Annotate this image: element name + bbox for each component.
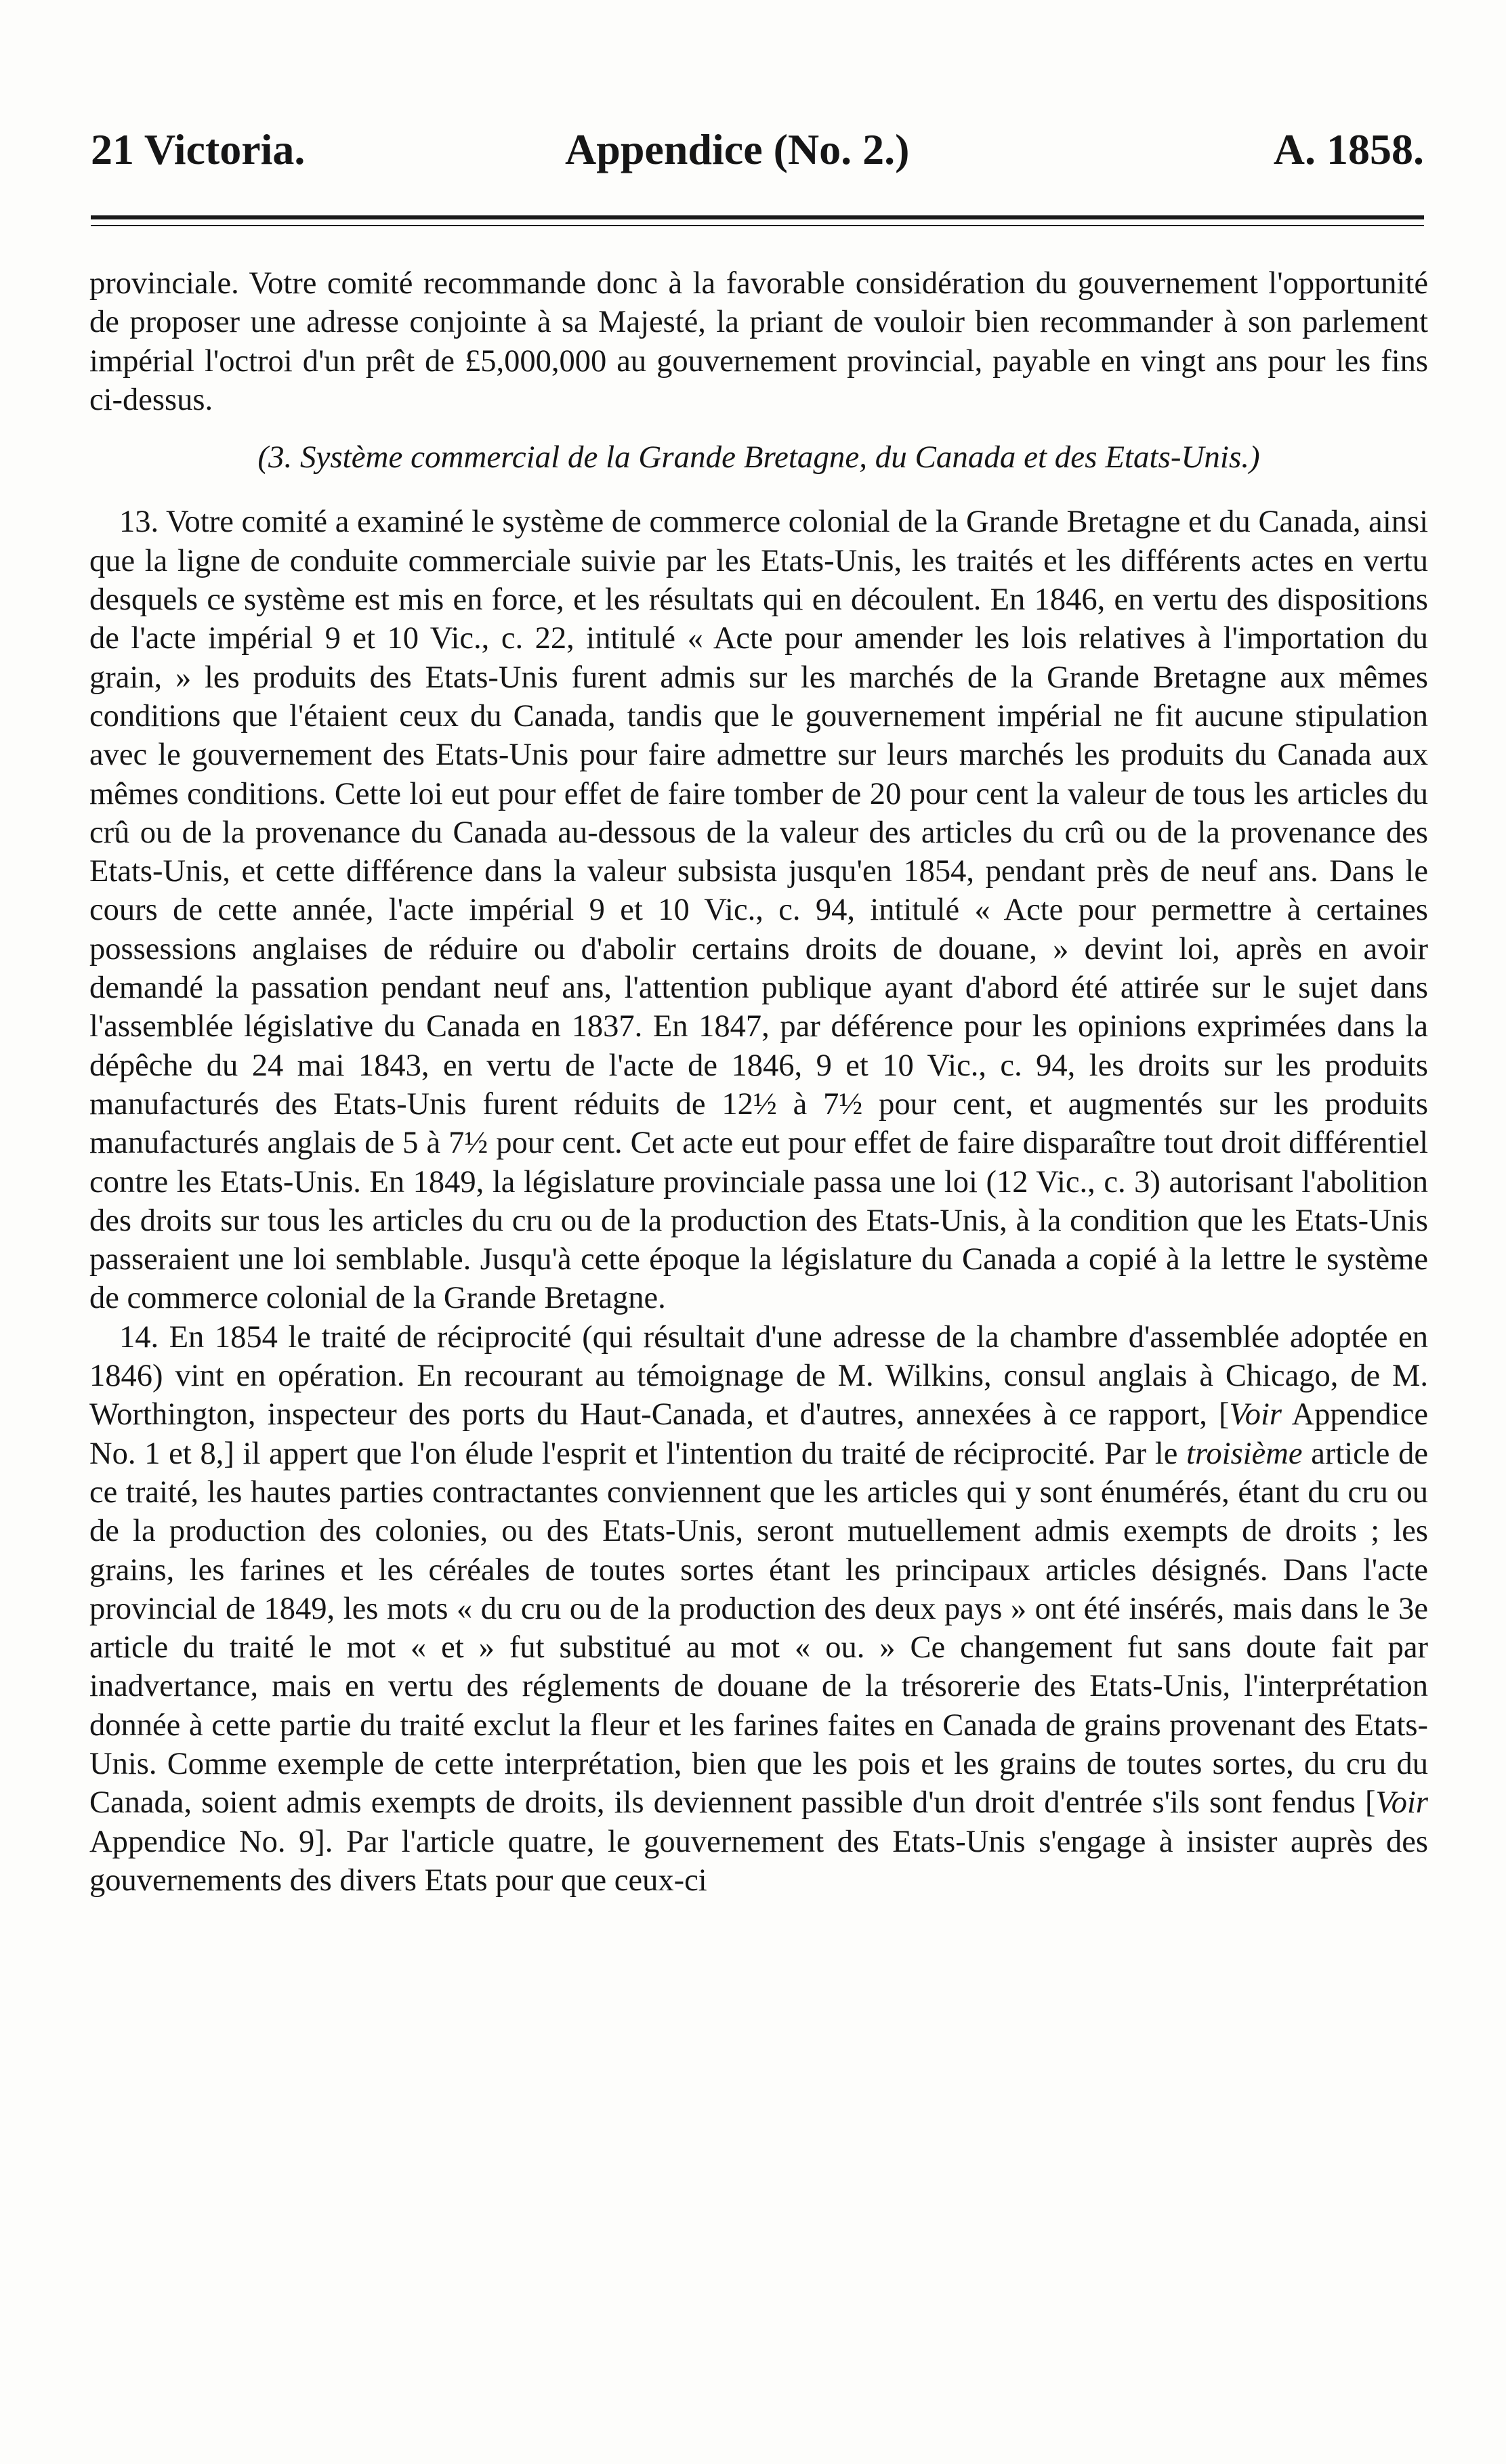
voir-reference-2: Voir xyxy=(1375,1785,1428,1821)
paragraph-14 xyxy=(89,1318,1428,1900)
header-session: 21 Victoria. xyxy=(91,125,306,173)
header-rule-thin xyxy=(91,225,1424,226)
paragraph-14-part-c: article de ce traité, les hautes parties contractantes conviennent que les articles qui y sont énumérés, étant du cru ou de la production des colonies, ou des Etats-Unis, seront mutuellement admis exempts de droits ; les grains, les farines et les céréales de toutes sortes étant les principaux articles désignés. Dans l'acte provincial de 1849, les mots « du cru ou de la production des deux pays » ont été insérés, mais dans le 3e article du traité le mot « et » fut substitué au mot « ou. » Ce changement fut sans doute fait par inadvertance, mais en vertu des réglements de douane de la trésorerie des Etats-Unis, l'interprétation donnée à cette partie du traité exclut la fleur et les farines faites en Canada de grains provenant des Etats-Unis. Comme exemple de cette interprétation, bien que les pois et les grains de toutes sortes, du cru du Canada, soient admis exempts de droits, ils deviennent passible d'un droit d'entrée s'ils sont fendus [ xyxy=(89,1436,1428,1821)
paragraph-14-part-d: Appendice No. 9]. Par l'article quatre, le gouvernement des Etats-Unis s'engage à insister auprès des gouvernements des divers Etats pour que ceux-ci xyxy=(89,1824,1428,1898)
section-heading-text: (3. Système commercial de la Grande Bretagne, du Canada et des Etats-Unis.) xyxy=(257,440,1260,475)
paragraph-continuation: provinciale. Votre comité recommande donc à la favorable considération du gouvernement l'opportunité de proposer une adresse conjointe à sa Majesté, la priant de vouloir bien recommander à son parlement impérial l'octroi d'un prêt de £5,000,000 au gouvernement provincial, payable en vingt ans pour les fins ci-dessus. xyxy=(89,266,1428,417)
paragraph-14-part-b: Appendice No. 1 et 8,] il appert que l'on élude l'esprit et l'intention du traité de réciprocité. Par le xyxy=(89,1397,1428,1471)
section-heading xyxy=(89,438,1428,477)
paragraph-13: 13. Votre comité a examiné le système de commerce colonial de la Grande Bretagne et du Canada, ainsi que la ligne de conduite commerciale suivie par les Etats-Unis, les traités et les différents actes en vertu desquels ce système est mis en force, et les résultats qui en découlent. En 1846, en vertu des dispositions de l'acte impérial 9 et 10 Vic., c. 22, intitulé « Acte pour amender les lois relatives à l'importation du grain, » les produits des Etats-Unis furent admis sur les marchés de la Grande Bretagne aux mêmes conditions que l'étaient ceux du Canada, tandis que le gouvernement impérial ne fit aucune stipulation avec le gouvernement des Etats-Unis pour faire admettre sur leurs marchés les produits du Canada aux mêmes conditions. Cette loi eut pour effet de faire tomber de 20 pour cent la valeur de tous les articles du crû ou de la provenance du Canada au-dessous de la valeur des articles du crû ou de la provenance des Etats-Unis, et cette différence dans la valeur subsista jusqu'en 1854, pendant près de neuf ans. Dans le cours de cette année, l'acte impérial 9 et 10 Vic., c. 94, intitulé « Acte pour permettre à certaines possessions anglaises de réduire ou d'abolir certains droits de douane, » devint loi, après en avoir demandé la passation pendant neuf ans, l'attention publique ayant d'abord été attirée sur le sujet dans l'assemblée législative du Canada en 1837. En 1847, par déférence pour les opinions exprimées dans la dépêche du 24 mai 1843, en vertu de l'acte de 1846, 9 et 10 Vic., c. 94, les droits sur les produits manufacturés des Etats-Unis furent réduits de 12½ à 7½ pour cent, et augmentés sur les produits manufacturés anglais de 5 à 7½ pour cent. Cet acte eut pour effet de faire disparaître tout droit différentiel contre les Etats-Unis. En 1849, la législature provinciale passa une loi (12 Vic., c. 3) autorisant l'abolition des droits sur tous les articles du cru ou de la production des Etats-Unis, à la condition que les Etats-Unis passeraient une loi semblable. Jusqu'à cette époque la législature du Canada a copié à la lettre le système de commerce colonial de la Grande Bretagne. xyxy=(89,505,1428,1316)
body-text xyxy=(89,264,1428,1900)
header-title: Appendice (No. 2.) xyxy=(565,125,910,173)
header-rule-thick xyxy=(91,215,1424,219)
voir-reference-1: Voir xyxy=(1229,1397,1282,1432)
troisieme-emphasis: troisième xyxy=(1186,1436,1303,1471)
running-header xyxy=(91,119,1424,180)
paragraph-14-part-a: 14. En 1854 le traité de réciprocité (qui résultait d'une adresse de la chambre d'assemblée adoptée en 1846) vint en opération. En recourant au témoignage de M. Wilkins, consul anglais à Chicago, de M. Worthington, inspecteur des ports du Haut-Canada, et d'autres, annexées à ce rapport, [ xyxy=(89,1319,1428,1432)
header-year: A. 1858. xyxy=(1273,125,1424,173)
